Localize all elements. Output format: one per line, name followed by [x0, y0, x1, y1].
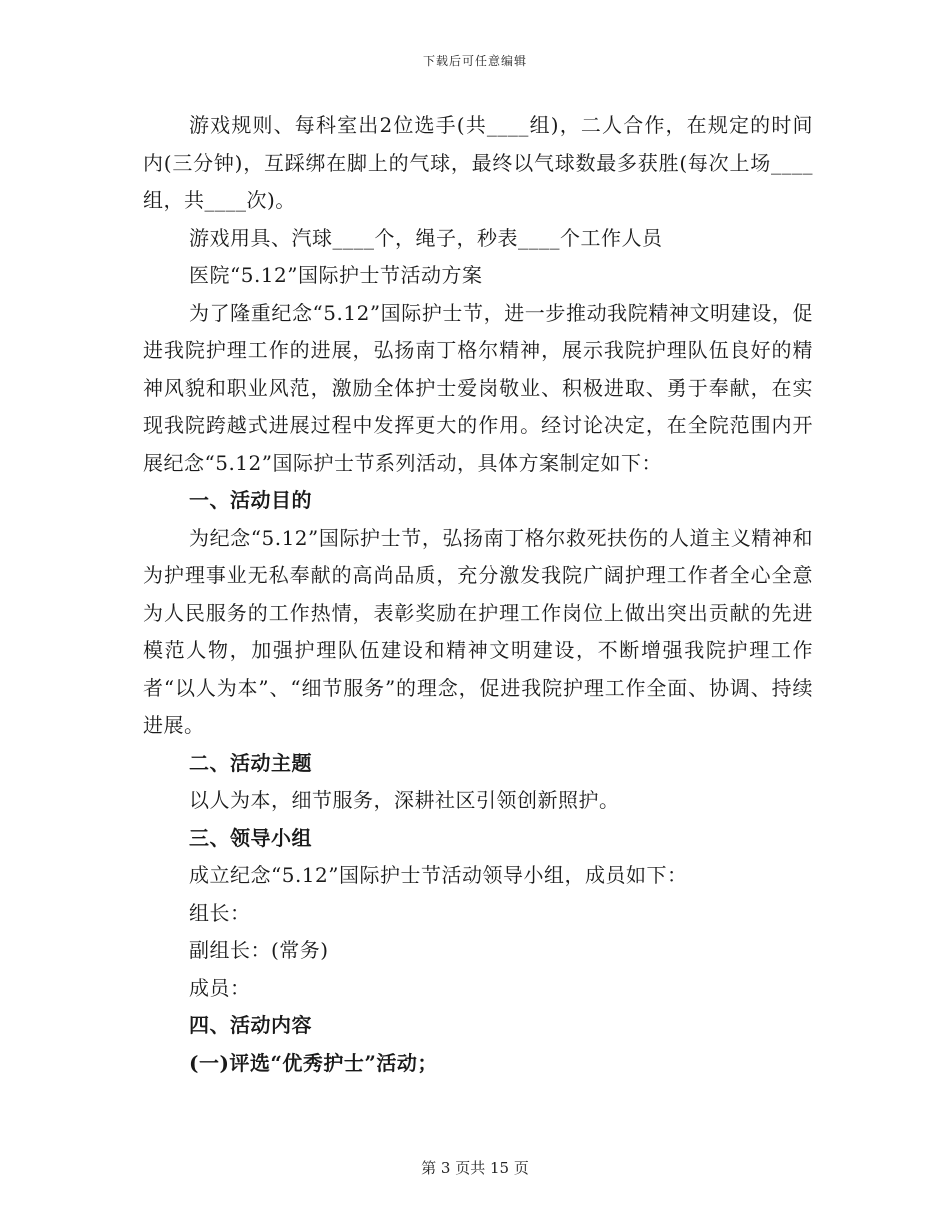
- page-header: 下载后可任意编辑: [422, 54, 527, 68]
- paragraph: 医院“5.12”国际护士节活动方案: [189, 263, 483, 287]
- section-heading: 四、活动内容: [189, 1013, 312, 1037]
- paragraph: 游戏用具、汽球____个，绳子，秒表____个工作人员: [189, 225, 663, 250]
- paragraph: 游戏规则、每科室出2位选手(共____组)，二人合作，在规定的时间内(三分钟)，互踩绑在脚上的气球，最终以气球数最多获胜(每次上场____组，共____次)。: [143, 113, 813, 212]
- paragraph: 成立纪念“5.12”国际护士节活动领导小组，成员如下：: [189, 863, 688, 887]
- subsection-heading: (一)评选“优秀护士”活动；: [189, 1050, 438, 1075]
- paragraph: 为了隆重纪念“5.12”国际护士节，进一步推动我院精神文明建设，促进我院护理工作的进展，弘扬南丁格尔精神，展示我院护理队伍良好的精神风貌和职业风范，激励全体护士爱岗敬业、积极进取、勇于奉献，在实现我院跨越式进展过程中发挥更大的作用。经讨论决定，在全院范围内开展纪念“5.12”国际护士节系列活动，具体方案制定如下：: [143, 300, 813, 475]
- paragraph: 成员：: [189, 975, 251, 1000]
- paragraph: 以人为本，细节服务，深耕社区引领创新照护。: [189, 788, 620, 812]
- section-heading: 一、活动目的: [189, 488, 312, 512]
- section-heading: 三、领导小组: [189, 825, 312, 850]
- paragraph: 副组长：(常务): [189, 938, 329, 962]
- document-body: [143, 107, 813, 1082]
- paragraph: 组长：: [189, 900, 251, 925]
- page-footer: 第 3 页共 15 页: [421, 1159, 529, 1177]
- section-heading: 二、活动主题: [189, 750, 312, 775]
- paragraph: 为纪念“5.12”国际护士节，弘扬南丁格尔救死扶伤的人道主义精神和为护理事业无私奉献的高尚品质，充分激发我院广阔护理工作者全心全意为人民服务的工作热情，表彰奖励在护理工作岗位上做出突出贡献的先进模范人物，加强护理队伍建设和精神文明建设，不断增强我院护理工作者“以人为本”、“细节服务”的理念，促进我院护理工作全面、协调、持续进展。: [143, 525, 813, 737]
